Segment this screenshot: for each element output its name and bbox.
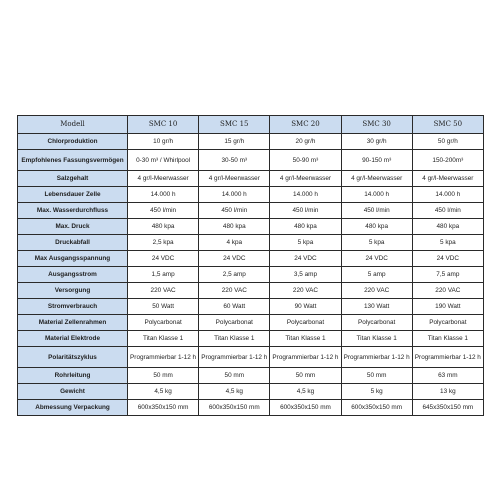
table-row <box>18 400 484 416</box>
table-cell: 90-150 m³ <box>341 150 412 171</box>
header-smc-15: SMC 15 <box>199 116 270 134</box>
table-cell: Programmierbar 1-12 h <box>341 347 412 368</box>
table-cell: 600x350x150 mm <box>128 400 199 416</box>
table-cell: Titan Klasse 1 <box>199 331 270 347</box>
table-row <box>18 235 484 251</box>
row-label: Max Ausgangsspannung <box>18 251 128 267</box>
row-label: Max. Druck <box>18 219 128 235</box>
table-cell: 600x350x150 mm <box>199 400 270 416</box>
table-cell: 24 VDC <box>270 251 341 267</box>
table-cell: 645x350x150 mm <box>412 400 483 416</box>
table-cell: 14.000 h <box>128 187 199 203</box>
table-cell: 7,5 amp <box>412 267 483 283</box>
table-cell: 450 l/min <box>341 203 412 219</box>
row-label: Rohrleitung <box>18 368 128 384</box>
row-label: Polaritätszyklus <box>18 347 128 368</box>
table-cell: 24 VDC <box>341 251 412 267</box>
table-cell: 5 kpa <box>341 235 412 251</box>
table-cell: Titan Klasse 1 <box>412 331 483 347</box>
table-cell: 13 kg <box>412 384 483 400</box>
table-cell: 220 VAC <box>412 283 483 299</box>
table-cell: 480 kpa <box>412 219 483 235</box>
table-row <box>18 171 484 187</box>
row-label: Salzgehalt <box>18 171 128 187</box>
table-cell: 90 Watt <box>270 299 341 315</box>
table-cell: Titan Klasse 1 <box>270 331 341 347</box>
header-smc-10: SMC 10 <box>128 116 199 134</box>
table-cell: 14.000 h <box>270 187 341 203</box>
table-cell: 480 kpa <box>199 219 270 235</box>
table-cell: 50 mm <box>270 368 341 384</box>
table-cell: Polycarbonat <box>341 315 412 331</box>
table-row <box>18 150 484 171</box>
table-cell: 5 kpa <box>412 235 483 251</box>
table-cell: 24 VDC <box>128 251 199 267</box>
row-label: Material Elektrode <box>18 331 128 347</box>
table-cell: 4 gr/l-Meerwasser <box>128 171 199 187</box>
table-cell: 14.000 h <box>412 187 483 203</box>
row-label: Gewicht <box>18 384 128 400</box>
table-cell: 50 mm <box>128 368 199 384</box>
table-cell: 50 mm <box>341 368 412 384</box>
table-cell: 24 VDC <box>412 251 483 267</box>
table-cell: Polycarbonat <box>128 315 199 331</box>
table-cell: 4 gr/l-Meerwasser <box>199 171 270 187</box>
table-cell: 60 Watt <box>199 299 270 315</box>
header-smc-50: SMC 50 <box>412 116 483 134</box>
table-cell: 2,5 kpa <box>128 235 199 251</box>
header-smc-20: SMC 20 <box>270 116 341 134</box>
table-cell: 24 VDC <box>199 251 270 267</box>
table-cell: 4,5 kg <box>270 384 341 400</box>
table-cell: 480 kpa <box>128 219 199 235</box>
table-cell: 50 gr/h <box>412 134 483 150</box>
table-row <box>18 299 484 315</box>
table-cell: 30 gr/h <box>341 134 412 150</box>
table-row <box>18 384 484 400</box>
table-cell: 1,5 amp <box>128 267 199 283</box>
table-cell: 450 l/min <box>199 203 270 219</box>
table-cell: 5 kg <box>341 384 412 400</box>
table-cell: 480 kpa <box>270 219 341 235</box>
table-cell: 50-90 m³ <box>270 150 341 171</box>
table-cell: 14.000 h <box>341 187 412 203</box>
table-cell: 0-30 m³ / Whirlpool <box>128 150 199 171</box>
table-cell: 4,5 kg <box>199 384 270 400</box>
table-cell: 150-200m³ <box>412 150 483 171</box>
table-cell: 220 VAC <box>270 283 341 299</box>
table-cell: Polycarbonat <box>270 315 341 331</box>
row-label: Material Zellenrahmen <box>18 315 128 331</box>
header-smc-30: SMC 30 <box>341 116 412 134</box>
table-cell: 220 VAC <box>199 283 270 299</box>
table-cell: 63 mm <box>412 368 483 384</box>
table-cell: 3,5 amp <box>270 267 341 283</box>
table-row <box>18 347 484 368</box>
row-label: Lebensdauer Zelle <box>18 187 128 203</box>
table-row <box>18 331 484 347</box>
row-label: Chlorproduktion <box>18 134 128 150</box>
table-row <box>18 315 484 331</box>
specs-table <box>17 115 484 416</box>
row-label: Abmessung Verpackung <box>18 400 128 416</box>
table-cell: Titan Klasse 1 <box>128 331 199 347</box>
table-cell: 4,5 kg <box>128 384 199 400</box>
table-cell: 5 amp <box>341 267 412 283</box>
table-cell: 190 Watt <box>412 299 483 315</box>
table-cell: 4 gr/l-Meerwasser <box>412 171 483 187</box>
row-label: Max. Wasserdurchfluss <box>18 203 128 219</box>
table-cell: 4 gr/l-Meerwasser <box>270 171 341 187</box>
table-cell: Programmierbar 1-12 h <box>270 347 341 368</box>
table-row <box>18 251 484 267</box>
header-row <box>18 116 484 134</box>
table-row <box>18 187 484 203</box>
table-cell: 450 l/min <box>412 203 483 219</box>
table-cell: 10 gr/h <box>128 134 199 150</box>
table-cell: Polycarbonat <box>199 315 270 331</box>
table-cell: 600x350x150 mm <box>341 400 412 416</box>
table-cell: 50 Watt <box>128 299 199 315</box>
table-cell: Polycarbonat <box>412 315 483 331</box>
table-cell: 450 l/min <box>128 203 199 219</box>
table-row <box>18 134 484 150</box>
table-cell: Programmierbar 1-12 h <box>128 347 199 368</box>
table-cell: 4 kpa <box>199 235 270 251</box>
table-cell: 15 gr/h <box>199 134 270 150</box>
table-cell: 14.000 h <box>199 187 270 203</box>
table-row <box>18 267 484 283</box>
table-cell: 220 VAC <box>341 283 412 299</box>
table-cell: Titan Klasse 1 <box>341 331 412 347</box>
table-row <box>18 368 484 384</box>
table-cell: 480 kpa <box>341 219 412 235</box>
table-cell: 450 l/min <box>270 203 341 219</box>
row-label: Empfohlenes Fassungsvermögen <box>18 150 128 171</box>
table-row <box>18 203 484 219</box>
table-cell: 20 gr/h <box>270 134 341 150</box>
table-cell: 600x350x150 mm <box>270 400 341 416</box>
row-label: Druckabfall <box>18 235 128 251</box>
table-cell: 5 kpa <box>270 235 341 251</box>
table-cell: 2,5 amp <box>199 267 270 283</box>
table-cell: 130 Watt <box>341 299 412 315</box>
row-label: Versorgung <box>18 283 128 299</box>
row-label: Stromverbrauch <box>18 299 128 315</box>
header-model: Modell <box>18 116 128 134</box>
table-cell: 4 gr/l-Meerwasser <box>341 171 412 187</box>
table-cell: Programmierbar 1-12 h <box>199 347 270 368</box>
table-cell: 220 VAC <box>128 283 199 299</box>
row-label: Ausgangsstrom <box>18 267 128 283</box>
table-cell: 50 mm <box>199 368 270 384</box>
table-cell: Programmierbar 1-12 h <box>412 347 483 368</box>
table-row <box>18 283 484 299</box>
specs-table-container <box>17 115 483 416</box>
table-body <box>18 134 484 416</box>
table-row <box>18 219 484 235</box>
table-cell: 30-50 m³ <box>199 150 270 171</box>
